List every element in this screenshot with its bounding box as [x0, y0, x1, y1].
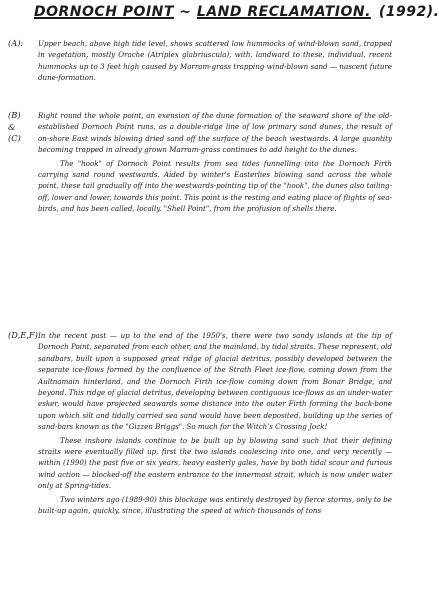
- paragraph: Upper beach, above high tide level, shows scattered low hummocks of wind-blown sand, trapped in vegetation, mostly Orache (Atriplex glabriuscula), with, landward to these, individual, recent hummocks up to 3 feet high caused by Marram-grass trapping wind-blown sand — nascent future dune-formation.: [38, 39, 392, 83]
- title-subject: LAND RECLAMATION.: [196, 4, 371, 20]
- section-marker: (A):: [8, 38, 24, 48]
- paragraph: Two winters ago (1989-90) this blockage was entirely destroyed by fierce storms, only to be built-up again, quickly, since, illustrating the speed at which thousands of tons: [38, 494, 392, 516]
- section-bc: [8, 110, 392, 215]
- section-def: [8, 330, 392, 517]
- title-place: DORNOCH POINT: [34, 4, 174, 20]
- section-a: [8, 38, 392, 84]
- paragraph: The "hook" of Dornoch Point results from sea tides funnelling into the Dornoch Firth carrying sand round westwards. Aided by winter's Easterlies blowing sand across the whole point, these tail gradually off into the westwards-pointing tip of the "hook", the dunes also tailing-off, lower and lower, towards this point. This point is the resting and eating place of flights of sea-birds, and has been called, locally, "Shell Point", from the profusion of shells there.: [38, 158, 392, 214]
- title-separator: ~: [173, 4, 197, 20]
- section-marker: (B) & (C): [8, 110, 21, 144]
- paragraph: In the recent past — up to the end of the 1950's, there were two sandy islands at the tip of Dornoch Point, separated from each other, and the mainland, by tidal straits. These represent, old sandbars, built upon a supposed great ridge of glacial detritus, possibly developed between the separate ice-flows formed by the confluence of the Strath Fleet ice-flow, coming down from the Aultnamain hinterland, and the Dornoch Firth ice-flow coming down from Bonar Bridge, and beyond. This ridge of glacial detritus, developing between contiguous ice-flows as an under-water esker, would have projected seawards some distance into the outer Firth forming the back-bone upon which silt and tidally carried sea sand would have been deposited, building up the series of sand-bars known as the "Gizzen Briggs". So much for the Witch's Crossing Jock!: [38, 331, 392, 432]
- paragraph: Right round the whole point, an exension of the dune formation of the seaward shore of the old-established Dornoch Point runs, as a double-ridge line of low primary sand dunes, the result of on-shore East winds blowing dried sand off the surface of the beach westwards. A large quantity becoming trapped in already grown Marram-grass continues to add height to the dunes.: [38, 111, 392, 155]
- page-title: [34, 4, 439, 20]
- paragraph: These inshore islands continue to be built up by blowing sand such that their defining straits were eventually filled up, first the two islands coalescing into one, and very recently — within (1990) the past five or six years, heavy easterly gales, have by both tidal scour and furious wind action — blocked-off the eastern entrance to the innermost strait, which is now under water only at Spring-tides.: [38, 435, 392, 491]
- title-year: (1992).: [378, 4, 439, 20]
- section-marker: (D,E,F): [8, 330, 38, 340]
